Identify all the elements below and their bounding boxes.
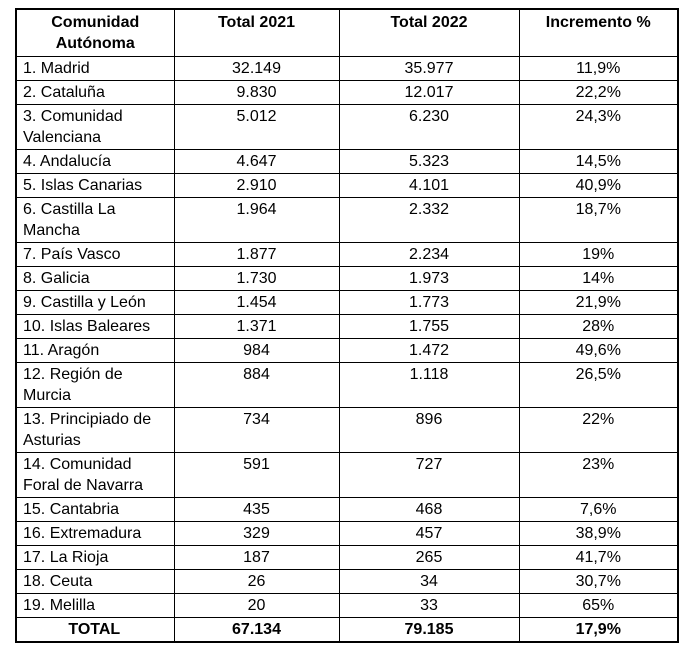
header-total-2022: Total 2022 bbox=[339, 9, 519, 57]
incremento-cell: 26,5% bbox=[519, 363, 678, 408]
table-row bbox=[16, 150, 678, 174]
region-cell: 3. Comunidad Valenciana bbox=[16, 105, 174, 150]
total-2021-cell: 9.830 bbox=[174, 81, 339, 105]
total-2022-cell: 468 bbox=[339, 498, 519, 522]
regions-increment-table bbox=[15, 8, 679, 643]
incremento-cell: 23% bbox=[519, 453, 678, 498]
table-row bbox=[16, 594, 678, 618]
region-cell: 2. Cataluña bbox=[16, 81, 174, 105]
total-2022-cell: 1.973 bbox=[339, 267, 519, 291]
incremento-cell: 24,3% bbox=[519, 105, 678, 150]
region-cell: 13. Principiado de Asturias bbox=[16, 408, 174, 453]
region-cell: 6. Castilla La Mancha bbox=[16, 198, 174, 243]
total-2021-cell: 20 bbox=[174, 594, 339, 618]
table-row bbox=[16, 363, 678, 408]
total-2021-cell: 4.647 bbox=[174, 150, 339, 174]
total-2022-cell: 1.755 bbox=[339, 315, 519, 339]
incremento-cell: 30,7% bbox=[519, 570, 678, 594]
document-page bbox=[15, 8, 677, 643]
incremento-cell: 38,9% bbox=[519, 522, 678, 546]
region-cell: 15. Cantabria bbox=[16, 498, 174, 522]
total-2022-cell: 12.017 bbox=[339, 81, 519, 105]
region-cell: 11. Aragón bbox=[16, 339, 174, 363]
total-2021-cell: 32.149 bbox=[174, 57, 339, 81]
total-2021-cell: 1.371 bbox=[174, 315, 339, 339]
total-2022-cell: 1.773 bbox=[339, 291, 519, 315]
region-cell: 14. Comunidad Foral de Navarra bbox=[16, 453, 174, 498]
total-2022-cell: 33 bbox=[339, 594, 519, 618]
table-row bbox=[16, 81, 678, 105]
total-2022-cell: 896 bbox=[339, 408, 519, 453]
incremento-cell: 22,2% bbox=[519, 81, 678, 105]
header-row bbox=[16, 9, 678, 57]
table-row bbox=[16, 408, 678, 453]
total-2021-cell: 329 bbox=[174, 522, 339, 546]
incremento-cell: 21,9% bbox=[519, 291, 678, 315]
total-2022-cell: 6.230 bbox=[339, 105, 519, 150]
total-2022-cell: 265 bbox=[339, 546, 519, 570]
total-2022-cell: 35.977 bbox=[339, 57, 519, 81]
total-2022-cell: 34 bbox=[339, 570, 519, 594]
table-row bbox=[16, 546, 678, 570]
region-cell: 4. Andalucía bbox=[16, 150, 174, 174]
total-2021-cell: 1.454 bbox=[174, 291, 339, 315]
region-cell: 1. Madrid bbox=[16, 57, 174, 81]
incremento-cell: 14% bbox=[519, 267, 678, 291]
table-row bbox=[16, 105, 678, 150]
header-incremento: Incremento % bbox=[519, 9, 678, 57]
total-2022-cell: 457 bbox=[339, 522, 519, 546]
total-2022-cell: 2.234 bbox=[339, 243, 519, 267]
header-comunidad-autonoma: Comunidad Autónoma bbox=[16, 9, 174, 57]
incremento-cell: 14,5% bbox=[519, 150, 678, 174]
region-cell: TOTAL bbox=[16, 618, 174, 643]
total-2021-cell: 5.012 bbox=[174, 105, 339, 150]
region-cell: 8. Galicia bbox=[16, 267, 174, 291]
table-row bbox=[16, 570, 678, 594]
incremento-cell: 7,6% bbox=[519, 498, 678, 522]
table-row bbox=[16, 498, 678, 522]
total-2022-cell: 5.323 bbox=[339, 150, 519, 174]
total-2021-cell: 187 bbox=[174, 546, 339, 570]
total-2021-cell: 2.910 bbox=[174, 174, 339, 198]
total-2022-cell: 1.472 bbox=[339, 339, 519, 363]
region-cell: 19. Melilla bbox=[16, 594, 174, 618]
table-row bbox=[16, 453, 678, 498]
table-row bbox=[16, 174, 678, 198]
incremento-cell: 18,7% bbox=[519, 198, 678, 243]
incremento-cell: 22% bbox=[519, 408, 678, 453]
total-2022-cell: 1.118 bbox=[339, 363, 519, 408]
header-total-2021: Total 2021 bbox=[174, 9, 339, 57]
table-row bbox=[16, 57, 678, 81]
table-row bbox=[16, 291, 678, 315]
total-2021-cell: 67.134 bbox=[174, 618, 339, 643]
incremento-cell: 11,9% bbox=[519, 57, 678, 81]
incremento-cell: 28% bbox=[519, 315, 678, 339]
region-cell: 5. Islas Canarias bbox=[16, 174, 174, 198]
incremento-cell: 40,9% bbox=[519, 174, 678, 198]
table-row bbox=[16, 267, 678, 291]
total-2021-cell: 1.877 bbox=[174, 243, 339, 267]
region-cell: 18. Ceuta bbox=[16, 570, 174, 594]
region-cell: 16. Extremadura bbox=[16, 522, 174, 546]
incremento-cell: 41,7% bbox=[519, 546, 678, 570]
total-2021-cell: 984 bbox=[174, 339, 339, 363]
total-row bbox=[16, 618, 678, 643]
total-2021-cell: 26 bbox=[174, 570, 339, 594]
total-2021-cell: 884 bbox=[174, 363, 339, 408]
region-cell: 17. La Rioja bbox=[16, 546, 174, 570]
table-body bbox=[16, 57, 678, 643]
incremento-cell: 49,6% bbox=[519, 339, 678, 363]
total-2021-cell: 1.730 bbox=[174, 267, 339, 291]
total-2022-cell: 2.332 bbox=[339, 198, 519, 243]
table-row bbox=[16, 243, 678, 267]
region-cell: 7. País Vasco bbox=[16, 243, 174, 267]
total-2021-cell: 435 bbox=[174, 498, 339, 522]
table-row bbox=[16, 522, 678, 546]
total-2021-cell: 1.964 bbox=[174, 198, 339, 243]
total-2022-cell: 4.101 bbox=[339, 174, 519, 198]
table-row bbox=[16, 315, 678, 339]
incremento-cell: 17,9% bbox=[519, 618, 678, 643]
region-cell: 10. Islas Baleares bbox=[16, 315, 174, 339]
incremento-cell: 19% bbox=[519, 243, 678, 267]
total-2021-cell: 734 bbox=[174, 408, 339, 453]
table-row bbox=[16, 339, 678, 363]
region-cell: 12. Región de Murcia bbox=[16, 363, 174, 408]
region-cell: 9. Castilla y León bbox=[16, 291, 174, 315]
total-2022-cell: 79.185 bbox=[339, 618, 519, 643]
total-2022-cell: 727 bbox=[339, 453, 519, 498]
total-2021-cell: 591 bbox=[174, 453, 339, 498]
table-row bbox=[16, 198, 678, 243]
incremento-cell: 65% bbox=[519, 594, 678, 618]
